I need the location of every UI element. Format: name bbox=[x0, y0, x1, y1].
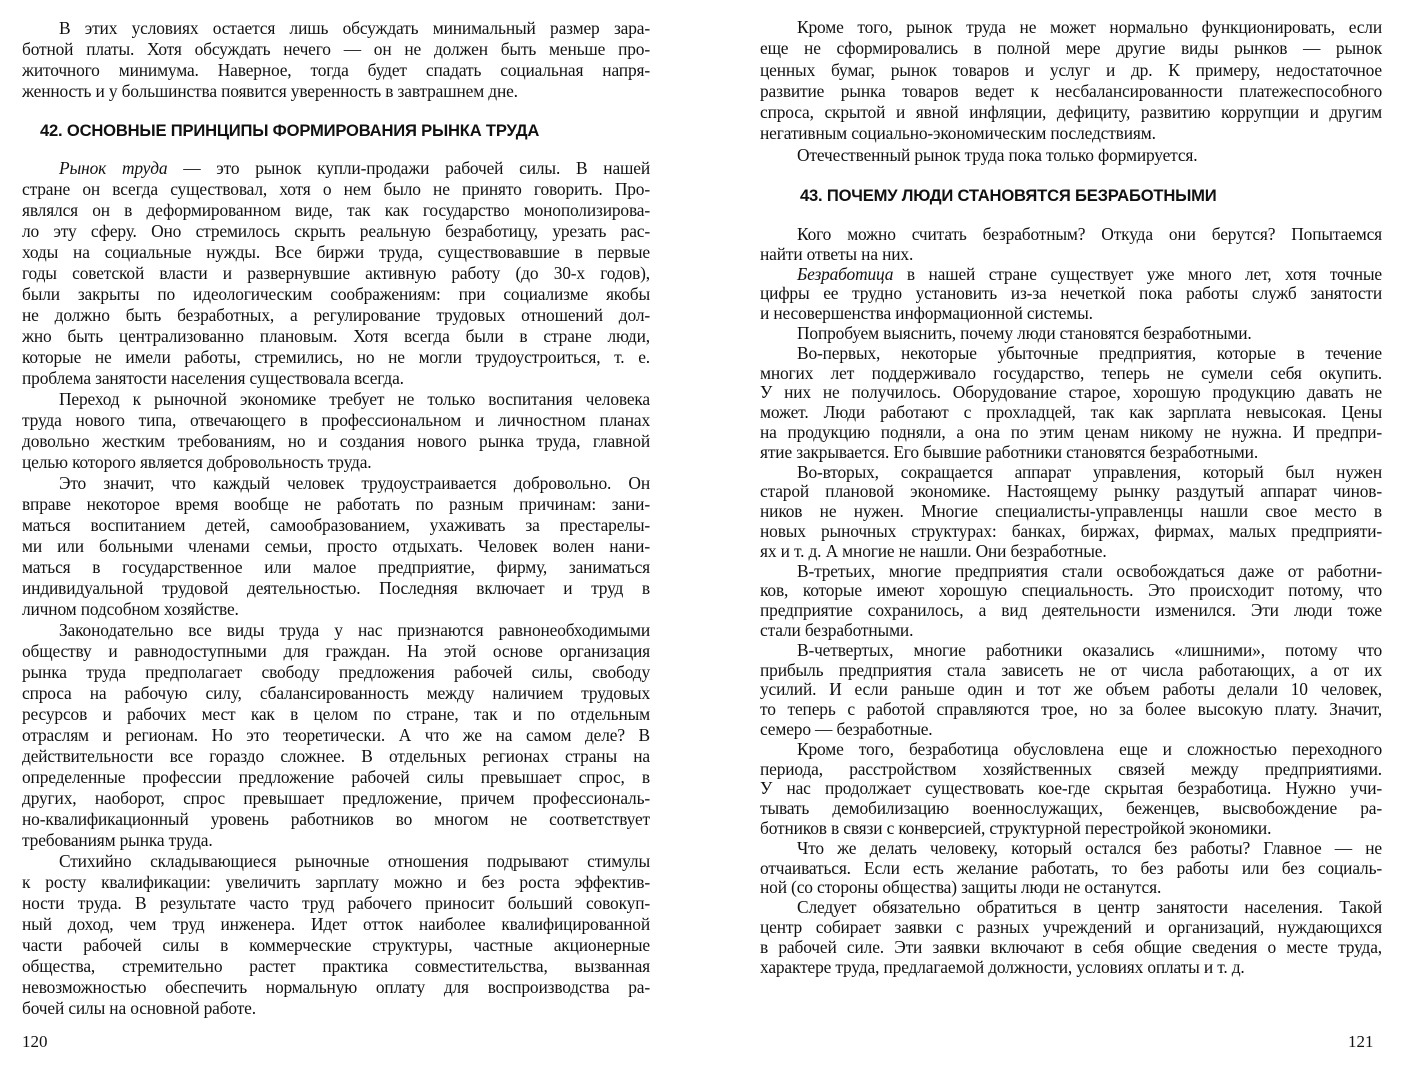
paragraph bbox=[760, 839, 1382, 898]
text-line: общества, стремительно растет практика совместительства, вызванная bbox=[22, 956, 650, 976]
text-line: многих лет поддерживало государство, теперь не сумели себя окупить. bbox=[760, 362, 1382, 383]
text-line: еще не сформировались в полной мере другие виды рынков — рынок bbox=[760, 38, 1382, 59]
text-line: Кроме того, рынок труда не может нормально функционировать, если bbox=[797, 17, 1382, 37]
text-line: Следует обязательно обратиться в центр занятости населения. Такой bbox=[797, 897, 1382, 918]
text-line: но-квалификационный уровень работников во многом не соответствует bbox=[22, 809, 650, 829]
paragraph bbox=[760, 225, 1382, 265]
text-line: ботников в связи с конверсией, структурной перестройкой экономики. bbox=[760, 817, 1272, 838]
text-line: спроса на рабочую силу, сбалансированность между наличием трудовых bbox=[22, 683, 650, 703]
text-line: невозможностью обеспечить нормальную оплату для воспроизводства ра- bbox=[22, 977, 650, 997]
text-line-rest: в нашей стране существует уже много лет, хотя точные bbox=[893, 263, 1382, 284]
left-page bbox=[22, 0, 650, 1019]
text-line: найти ответы на них. bbox=[760, 243, 914, 264]
text-line: В-третьих, многие предприятия стали освобождаться даже от работни- bbox=[797, 560, 1382, 581]
text-line: ности труда. В результате часто труд рабочего приносит больший совокуп- bbox=[22, 893, 650, 913]
text-line: индивидуальной трудовой деятельностью. Последняя включает и труд в bbox=[22, 578, 650, 598]
text-line: маться воспитанием детей, самообразованием, ухаживать за престарелы- bbox=[22, 515, 650, 535]
text-line: спроса, скрытой и явной инфляции, дефициту, развитию коррупции и другим bbox=[760, 102, 1382, 123]
text-line: являлся он в деформированном виде, так как государство монополизирова- bbox=[22, 200, 650, 220]
text-line: В-четвертых, многие работники оказались «лишними», потому что bbox=[797, 639, 1382, 660]
text-line: других, наоборот, спрос превышает предложение, причем профессиональ- bbox=[22, 788, 650, 808]
text-line: ников не нужен. Многие специалисты-управленцы нашли свое место в bbox=[760, 501, 1382, 522]
text-line: ятие закрывается. Его бывшие работники становятся безработными. bbox=[760, 441, 1259, 462]
paragraph bbox=[760, 740, 1382, 839]
text-line: У них не получилось. Оборудование старое, хорошую продукцию давать не bbox=[760, 382, 1382, 403]
text-line: ми или больными членами семьи, просто отдыхать. Человек волен нани- bbox=[22, 536, 650, 556]
text-line: Во-первых, некоторые убыточные предприятия, которые в течение bbox=[797, 342, 1382, 363]
text-line: бочей силы на основной работе. bbox=[22, 998, 256, 1018]
paragraph bbox=[760, 344, 1382, 463]
text-line: периода, расстройством хозяйственных связей между предприятиями. bbox=[760, 758, 1382, 779]
paragraph bbox=[22, 851, 650, 1019]
text-line: в рабочей силе. Эти заявки включают в себя общие сведения о месте труда, bbox=[760, 936, 1382, 957]
text-line: Кроме того, безработица обусловлена еще и сложностью переходного bbox=[797, 738, 1382, 759]
paragraph bbox=[760, 324, 1382, 344]
text-line: ценных бумаг, рынок товаров и услуг и др. К примеру, недостаточное bbox=[760, 59, 1382, 80]
text-line: стране он всегда существовал, хотя о нем было не принято говорить. Про- bbox=[22, 179, 650, 199]
text-line: обществу и равнодоступными для граждан. На этой основе организация bbox=[22, 641, 650, 661]
text-line: Попробуем выяснить, почему люди становятся безработными. bbox=[797, 323, 1252, 344]
text-line: были закрыты по идеологическим соображениям: при социализме якобы bbox=[22, 284, 650, 304]
paragraph bbox=[760, 265, 1382, 324]
paragraph bbox=[22, 389, 650, 473]
section-heading: 43. ПОЧЕМУ ЛЮДИ СТАНОВЯТСЯ БЕЗРАБОТНЫМИ bbox=[800, 186, 1217, 206]
page-number-left: 120 bbox=[22, 1032, 48, 1051]
text-line: то теперь с работой справляются трое, но за более высокую плату. Значит, bbox=[760, 699, 1382, 720]
italic-term: Безработица bbox=[797, 263, 894, 284]
text-line: В этих условиях остается лишь обсуждать минимальный размер зара- bbox=[59, 18, 650, 38]
paragraph bbox=[760, 641, 1382, 740]
text-line: негативным социально-экономическим последствиям. bbox=[760, 123, 1156, 144]
text-line: труда нового типа, отвечающего в профессиональном и личностном планах bbox=[22, 410, 650, 430]
paragraph bbox=[22, 18, 650, 102]
text-line-rest: — это рынок купли-продажи рабочей силы. В нашей bbox=[167, 158, 650, 178]
text-line: Что же делать человеку, который остался без работы? Главное — не bbox=[797, 837, 1382, 858]
text-line: жно быть централизованно плановым. Хотя всегда были в стране люди, bbox=[22, 326, 650, 346]
paragraph bbox=[22, 158, 650, 389]
text-line: ный доход, чем труд инженера. Идет отток наиболее квалифицированной bbox=[22, 914, 650, 934]
text-line: определенные профессии предложение рабочей силы превышает спрос, в bbox=[22, 767, 650, 787]
text-line: отчаиваться. Если есть желание работать, то без работы или без социаль- bbox=[760, 857, 1382, 878]
text-line: прибыль предприятия стала зависеть не от числа работающих, а от их bbox=[760, 659, 1382, 680]
paragraph bbox=[760, 463, 1382, 562]
paragraph bbox=[760, 145, 1382, 166]
section-heading: 42. ОСНОВНЫЕ ПРИНЦИПЫ ФОРМИРОВАНИЯ РЫНКА ТРУДА bbox=[40, 121, 540, 140]
text-line: женность и у большинства появится уверенность в завтрашнем дне. bbox=[22, 81, 518, 101]
text-line: ков, которые имеют хорошую специальность. Это происходит потому, что bbox=[760, 580, 1382, 601]
text-line: новых рыночных структурах: банках, биржах, фирмах, малых предприяти- bbox=[760, 521, 1382, 542]
page-number-right: 121 bbox=[1348, 1032, 1374, 1051]
text-line: ботной платы. Хотя обсуждать нечего — он не должен быть меньше про- bbox=[22, 39, 650, 59]
text-line: ло эту сферу. Оно стремилось скрыть реальную безработицу, урезать рас- bbox=[22, 221, 650, 241]
text-line: ходы на социальные нужды. Все биржи труда, существовавшие в первые bbox=[22, 242, 650, 262]
text-line: рынка труда предполагает свободу предложения рабочей силы, свободу bbox=[22, 662, 650, 682]
text-line: вправе некоторое время вообще не работать по разным причинам: зани- bbox=[22, 494, 650, 514]
text-line: предприятие сохранилось, а вид деятельности изменился. Эти люди тоже bbox=[760, 600, 1382, 621]
text-line: цифры ее трудно установить из-за нечеткой пока работы служб занятости bbox=[760, 283, 1382, 304]
text-line: характере труда, предлагаемой должности, условиях оплаты и т. д. bbox=[760, 956, 1245, 977]
text-line: годы советской власти и развернувшие активную работу (до 30-х годов), bbox=[22, 263, 650, 283]
text-line: У нас продолжает существовать кое-где скрытая безработица. Нужно учи- bbox=[760, 778, 1382, 799]
text-line: Отечественный рынок труда пока только формируется. bbox=[797, 144, 1198, 165]
text-line bbox=[760, 265, 1382, 285]
paragraph bbox=[22, 473, 650, 620]
text-line: ях и т. д. А многие не нашли. Они безработные. bbox=[760, 540, 1107, 561]
text-line: стали безработными. bbox=[760, 620, 914, 641]
text-line: может. Люди работают с прохладцей, так как зарплата невысокая. Цены bbox=[760, 402, 1382, 423]
text-line: центр собирает заявки с разных учреждений и организаций, нуждающихся bbox=[760, 916, 1382, 937]
paragraph bbox=[760, 562, 1382, 641]
text-line: ресурсов и рабочих мест как в целом по стране, так и по отдельным bbox=[22, 704, 650, 724]
text-line: требованиям рынка труда. bbox=[22, 830, 213, 850]
text-line: развитие рынка товаров ведет к несбалансированности платежеспособного bbox=[760, 80, 1382, 101]
italic-term: Рынок труда bbox=[59, 158, 168, 178]
text-line: действительности все гораздо сложнее. В отдельных регионах страны на bbox=[22, 746, 650, 766]
text-line: Переход к рыночной экономике требует не только воспитания человека bbox=[59, 389, 650, 409]
text-line: Кого можно считать безработным? Откуда они берутся? Попытаемся bbox=[797, 224, 1382, 245]
text-line: на продукцию подняли, а она по этим ценам никому не нужна. И предпри- bbox=[760, 422, 1382, 443]
text-line: проблема занятости населения существовала всегда. bbox=[22, 368, 404, 388]
text-line: личном подсобном хозяйстве. bbox=[22, 599, 239, 619]
text-line: Во-вторых, сокращается аппарат управления, который был нужен bbox=[797, 461, 1382, 482]
text-line: целью которого является добровольность труда. bbox=[22, 452, 372, 472]
text-line: Стихийно складывающиеся рыночные отношения подрывают стимулы bbox=[59, 851, 650, 871]
text-line: которые не имели работы, стремились, но не могли трудоустроиться, т. е. bbox=[22, 347, 650, 367]
text-line: усилий. И если раньше один и тот же объем работы делали 10 человек, bbox=[760, 679, 1382, 700]
text-line: к росту квалификации: увеличить зарплату можно и без роста эффектив- bbox=[22, 872, 650, 892]
text-line: части рабочей силы в коммерческие структуры, частные акционерные bbox=[22, 935, 650, 955]
text-line: Это значит, что каждый человек трудоустраивается добровольно. Он bbox=[59, 473, 650, 493]
text-line: довольно жестким требованиям, но и создания нового рынка труда, главной bbox=[22, 431, 650, 451]
text-line bbox=[22, 158, 650, 179]
text-line: маться в государственное или малое предприятие, фирму, заниматься bbox=[22, 557, 650, 577]
text-line: житочного минимума. Наверное, тогда будет спадать социальная напря- bbox=[22, 60, 650, 80]
text-line: отраслям и регионам. Но это теоретически. А что же на самом деле? В bbox=[22, 725, 650, 745]
right-page bbox=[760, 0, 1382, 977]
paragraph bbox=[760, 17, 1382, 145]
paragraph bbox=[22, 620, 650, 851]
text-line: ной (со стороны общества) защиты люди не останутся. bbox=[760, 877, 1162, 898]
paragraph bbox=[760, 898, 1382, 977]
text-line: Законодательно все виды труда у нас признаются равнонеобходимыми bbox=[59, 620, 650, 640]
text-line: тывать демобилизацию военнослужащих, беженцев, высвобождение ра- bbox=[760, 798, 1382, 819]
text-line: старой плановой экономике. Настоящему рынку раздутый аппарат чинов- bbox=[760, 481, 1382, 502]
text-line: не должно быть безработных, а регулирование трудовых отношений дол- bbox=[22, 305, 650, 325]
text-line: и несовершенства информационной системы. bbox=[760, 303, 1093, 324]
text-line: семеро — безработные. bbox=[760, 719, 933, 739]
